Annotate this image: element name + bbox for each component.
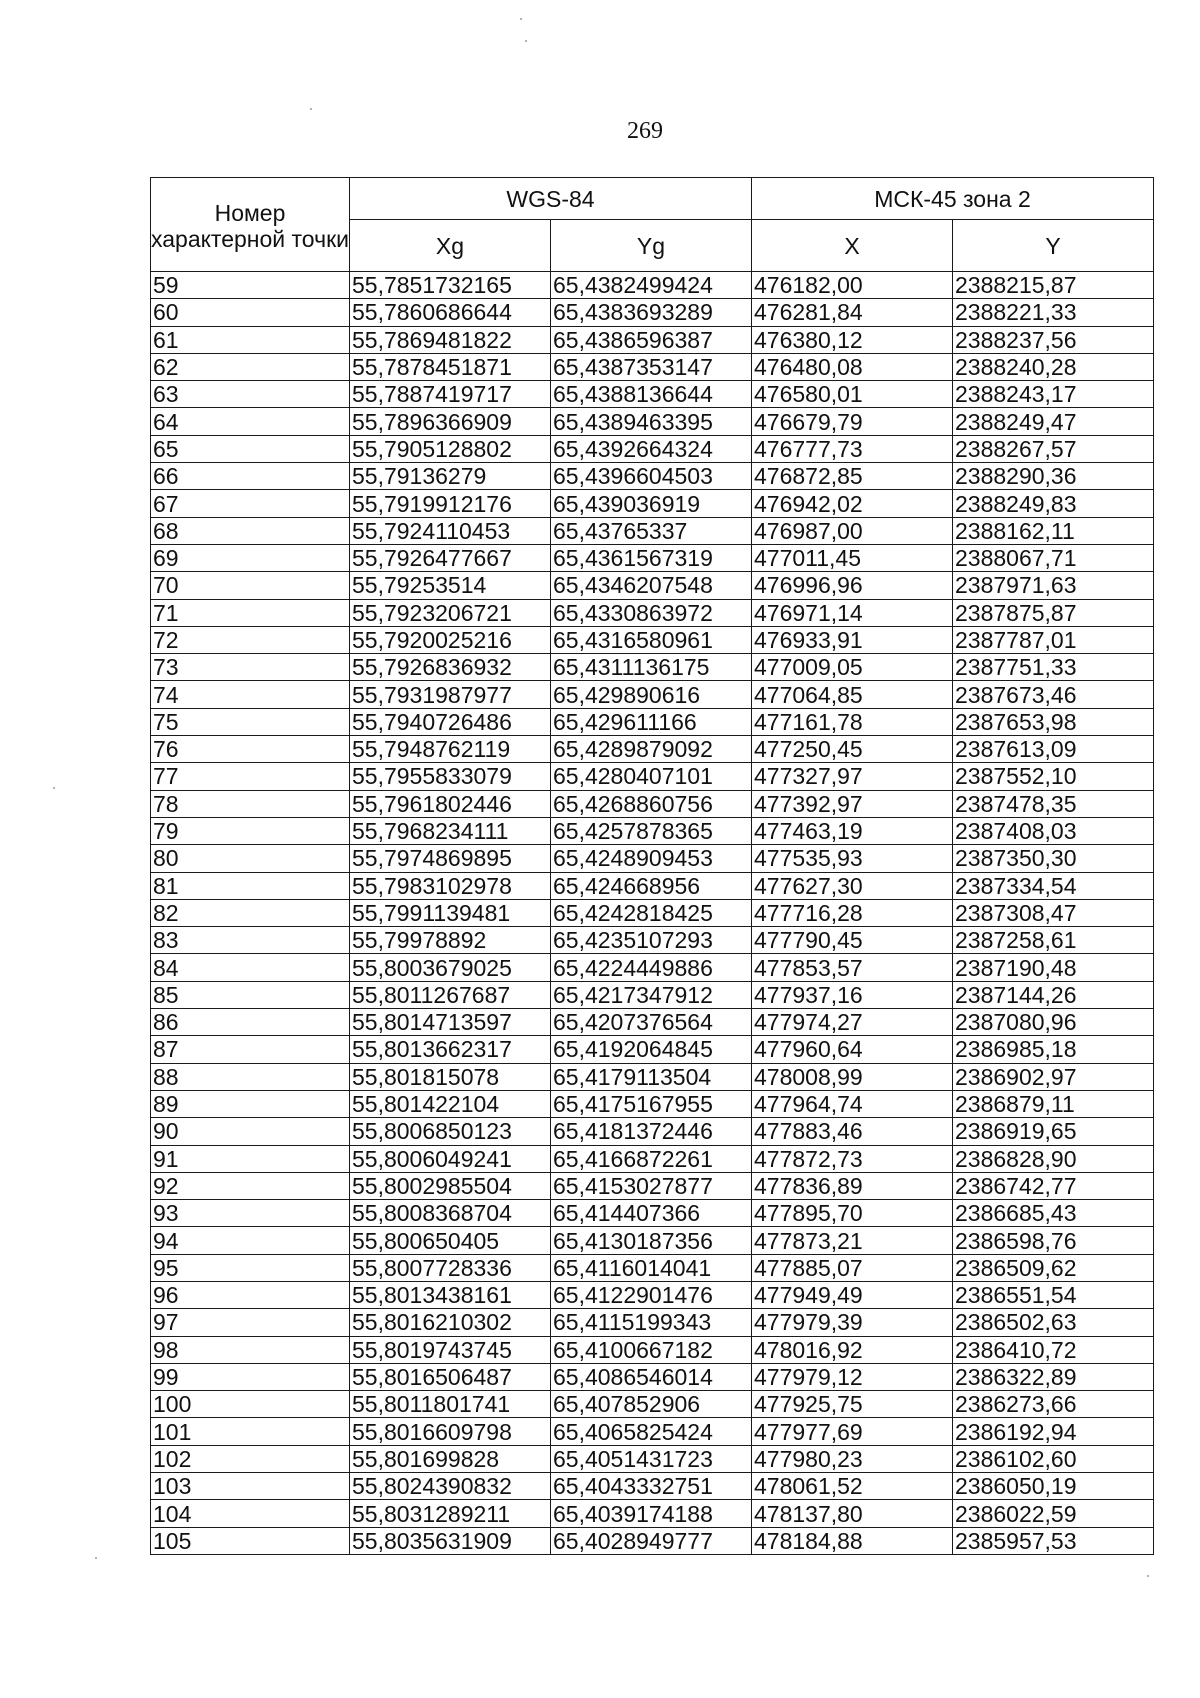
cell-y: 2386192,94 (953, 1418, 1154, 1445)
cell-xg: 55,8016506487 (350, 1363, 551, 1390)
table-row (151, 1391, 1154, 1418)
cell-y: 2388267,57 (953, 435, 1154, 462)
cell-x: 477009,05 (752, 654, 953, 681)
cell-xg: 55,8024390832 (350, 1473, 551, 1500)
cell-x: 477885,07 (752, 1254, 953, 1281)
cell-y: 2386902,97 (953, 1063, 1154, 1090)
cell-y: 2386742,77 (953, 1172, 1154, 1199)
cell-y: 2388237,56 (953, 326, 1154, 353)
cell-yg: 65,424668956 (551, 872, 752, 899)
cell-point-number: 105 (151, 1527, 350, 1554)
cell-point-number: 101 (151, 1418, 350, 1445)
cell-xg: 55,801699828 (350, 1445, 551, 1472)
cell-yg: 65,4028949777 (551, 1527, 752, 1554)
cell-point-number: 100 (151, 1391, 350, 1418)
cell-x: 478184,88 (752, 1527, 953, 1554)
cell-y: 2387080,96 (953, 1009, 1154, 1036)
cell-xg: 55,8006049241 (350, 1145, 551, 1172)
cell-xg: 55,7851732165 (350, 272, 551, 299)
table-row (151, 490, 1154, 517)
cell-y: 2388221,33 (953, 299, 1154, 326)
cell-y: 2387875,87 (953, 599, 1154, 626)
cell-xg: 55,7983102978 (350, 872, 551, 899)
cell-yg: 65,4383693289 (551, 299, 752, 326)
cell-xg: 55,8002985504 (350, 1172, 551, 1199)
cell-x: 476942,02 (752, 490, 953, 517)
cell-x: 476182,00 (752, 272, 953, 299)
cell-x: 477895,70 (752, 1200, 953, 1227)
cell-point-number: 71 (151, 599, 350, 626)
cell-x: 477463,19 (752, 817, 953, 844)
cell-y: 2386273,66 (953, 1391, 1154, 1418)
cell-x: 477937,16 (752, 981, 953, 1008)
cell-yg: 65,4175167955 (551, 1090, 752, 1117)
cell-x: 477964,74 (752, 1090, 953, 1117)
cell-point-number: 104 (151, 1500, 350, 1527)
cell-yg: 65,4224449886 (551, 954, 752, 981)
table-row (151, 1009, 1154, 1036)
table-row (151, 299, 1154, 326)
table-row (151, 872, 1154, 899)
cell-y: 2386685,43 (953, 1200, 1154, 1227)
cell-y: 2387613,09 (953, 736, 1154, 763)
scan-speck (525, 40, 527, 42)
cell-x: 476872,85 (752, 463, 953, 490)
cell-yg: 65,4392664324 (551, 435, 752, 462)
cell-yg: 65,4039174188 (551, 1500, 752, 1527)
cell-x: 476777,73 (752, 435, 953, 462)
cell-y: 2388067,71 (953, 544, 1154, 571)
cell-x: 477853,57 (752, 954, 953, 981)
cell-xg: 55,7974869895 (350, 845, 551, 872)
cell-x: 477161,78 (752, 708, 953, 735)
cell-x: 477925,75 (752, 1391, 953, 1418)
cell-x: 477535,93 (752, 845, 953, 872)
cell-x: 476933,91 (752, 626, 953, 653)
cell-point-number: 69 (151, 544, 350, 571)
cell-xg: 55,8011801741 (350, 1391, 551, 1418)
cell-x: 477980,23 (752, 1445, 953, 1472)
cell-yg: 65,4396604503 (551, 463, 752, 490)
cell-point-number: 83 (151, 927, 350, 954)
cell-point-number: 91 (151, 1145, 350, 1172)
cell-yg: 65,429611166 (551, 708, 752, 735)
cell-xg: 55,7991139481 (350, 899, 551, 926)
cell-xg: 55,8014713597 (350, 1009, 551, 1036)
cell-xg: 55,7955833079 (350, 763, 551, 790)
cell-yg: 65,4382499424 (551, 272, 752, 299)
cell-point-number: 65 (151, 435, 350, 462)
cell-y: 2386828,90 (953, 1145, 1154, 1172)
cell-xg: 55,7869481822 (350, 326, 551, 353)
cell-x: 476679,79 (752, 408, 953, 435)
cell-yg: 65,4051431723 (551, 1445, 752, 1472)
table-row (151, 1118, 1154, 1145)
cell-x: 477250,45 (752, 736, 953, 763)
scan-speck (520, 18, 522, 20)
page-number: 269 (627, 118, 663, 144)
cell-x: 477872,73 (752, 1145, 953, 1172)
cell-yg: 65,4179113504 (551, 1063, 752, 1090)
table-header (151, 178, 1154, 272)
table-row (151, 1145, 1154, 1172)
cell-point-number: 72 (151, 626, 350, 653)
table-row (151, 599, 1154, 626)
table-row (151, 1254, 1154, 1281)
cell-y: 2387653,98 (953, 708, 1154, 735)
table-row (151, 463, 1154, 490)
cell-point-number: 99 (151, 1363, 350, 1390)
cell-x: 477960,64 (752, 1036, 953, 1063)
cell-x: 478008,99 (752, 1063, 953, 1090)
cell-yg: 65,43765337 (551, 517, 752, 544)
cell-point-number: 73 (151, 654, 350, 681)
cell-point-number: 84 (151, 954, 350, 981)
cell-x: 477974,27 (752, 1009, 953, 1036)
cell-yg: 65,429890616 (551, 681, 752, 708)
cell-yg: 65,4242818425 (551, 899, 752, 926)
cell-y: 2386322,89 (953, 1363, 1154, 1390)
cell-y: 2386551,54 (953, 1281, 1154, 1308)
cell-yg: 65,4311136175 (551, 654, 752, 681)
cell-yg: 65,4387353147 (551, 353, 752, 380)
table-row (151, 1090, 1154, 1117)
cell-xg: 55,7931987977 (350, 681, 551, 708)
cell-x: 476281,84 (752, 299, 953, 326)
cell-yg: 65,4217347912 (551, 981, 752, 1008)
cell-x: 478137,80 (752, 1500, 953, 1527)
cell-y: 2387258,61 (953, 927, 1154, 954)
cell-y: 2387190,48 (953, 954, 1154, 981)
cell-x: 477627,30 (752, 872, 953, 899)
cell-x: 477011,45 (752, 544, 953, 571)
cell-point-number: 78 (151, 790, 350, 817)
cell-point-number: 60 (151, 299, 350, 326)
cell-yg: 65,4153027877 (551, 1172, 752, 1199)
cell-point-number: 70 (151, 572, 350, 599)
cell-y: 2386509,62 (953, 1254, 1154, 1281)
table-row (151, 1445, 1154, 1472)
cell-x: 476380,12 (752, 326, 953, 353)
cell-xg: 55,800650405 (350, 1227, 551, 1254)
cell-yg: 65,4280407101 (551, 763, 752, 790)
cell-x: 477836,89 (752, 1172, 953, 1199)
cell-xg: 55,8035631909 (350, 1527, 551, 1554)
table-row (151, 817, 1154, 844)
cell-x: 477873,21 (752, 1227, 953, 1254)
cell-xg: 55,7919912176 (350, 490, 551, 517)
cell-xg: 55,8013662317 (350, 1036, 551, 1063)
cell-yg: 65,4122901476 (551, 1281, 752, 1308)
cell-xg: 55,7961802446 (350, 790, 551, 817)
cell-x: 477979,12 (752, 1363, 953, 1390)
cell-yg: 65,4386596387 (551, 326, 752, 353)
cell-y: 2387308,47 (953, 899, 1154, 926)
table-row (151, 1473, 1154, 1500)
table-row (151, 790, 1154, 817)
cell-xg: 55,79136279 (350, 463, 551, 490)
header-wgs84: WGS-84 (350, 178, 752, 220)
cell-yg: 65,407852906 (551, 1391, 752, 1418)
table-row (151, 1281, 1154, 1308)
header-yg: Yg (551, 220, 752, 272)
table-row (151, 517, 1154, 544)
cell-yg: 65,4248909453 (551, 845, 752, 872)
cell-point-number: 76 (151, 736, 350, 763)
cell-point-number: 81 (151, 872, 350, 899)
cell-point-number: 75 (151, 708, 350, 735)
cell-point-number: 61 (151, 326, 350, 353)
table-row (151, 353, 1154, 380)
cell-yg: 65,4192064845 (551, 1036, 752, 1063)
cell-point-number: 87 (151, 1036, 350, 1063)
cell-xg: 55,801422104 (350, 1090, 551, 1117)
cell-x: 477977,69 (752, 1418, 953, 1445)
cell-y: 2386050,19 (953, 1473, 1154, 1500)
cell-point-number: 62 (151, 353, 350, 380)
cell-y: 2386598,76 (953, 1227, 1154, 1254)
cell-x: 478061,52 (752, 1473, 953, 1500)
cell-x: 476987,00 (752, 517, 953, 544)
table-row (151, 954, 1154, 981)
cell-xg: 55,8006850123 (350, 1118, 551, 1145)
table-row (151, 326, 1154, 353)
cell-x: 476996,96 (752, 572, 953, 599)
scan-speck (310, 108, 312, 110)
cell-xg: 55,7923206721 (350, 599, 551, 626)
cell-xg: 55,801815078 (350, 1063, 551, 1090)
cell-xg: 55,7905128802 (350, 435, 551, 462)
table-row (151, 1063, 1154, 1090)
table-row (151, 654, 1154, 681)
cell-y: 2386410,72 (953, 1336, 1154, 1363)
cell-point-number: 85 (151, 981, 350, 1008)
cell-point-number: 66 (151, 463, 350, 490)
cell-y: 2386502,63 (953, 1309, 1154, 1336)
cell-point-number: 67 (151, 490, 350, 517)
cell-yg: 65,4115199343 (551, 1309, 752, 1336)
cell-xg: 55,8016609798 (350, 1418, 551, 1445)
cell-yg: 65,4316580961 (551, 626, 752, 653)
table-row (151, 1200, 1154, 1227)
table-row (151, 572, 1154, 599)
cell-y: 2388290,36 (953, 463, 1154, 490)
scan-speck (1147, 1575, 1149, 1577)
cell-x: 477392,97 (752, 790, 953, 817)
cell-xg: 55,7878451871 (350, 353, 551, 380)
table-row (151, 1309, 1154, 1336)
cell-y: 2386102,60 (953, 1445, 1154, 1472)
cell-x: 478016,92 (752, 1336, 953, 1363)
cell-y: 2387673,46 (953, 681, 1154, 708)
cell-x: 477883,46 (752, 1118, 953, 1145)
scan-speck (53, 787, 55, 789)
header-y: Y (953, 220, 1154, 272)
cell-y: 2387787,01 (953, 626, 1154, 653)
cell-y: 2386879,11 (953, 1090, 1154, 1117)
cell-yg: 65,4116014041 (551, 1254, 752, 1281)
cell-y: 2387350,30 (953, 845, 1154, 872)
cell-point-number: 89 (151, 1090, 350, 1117)
header-msk45: МСК-45 зона 2 (752, 178, 1154, 220)
cell-y: 2388215,87 (953, 272, 1154, 299)
table-row (151, 1227, 1154, 1254)
cell-x: 476580,01 (752, 381, 953, 408)
table-row (151, 708, 1154, 735)
table-row (151, 1036, 1154, 1063)
cell-yg: 65,4043332751 (551, 1473, 752, 1500)
table-row (151, 408, 1154, 435)
table-row (151, 272, 1154, 299)
table-row (151, 899, 1154, 926)
cell-xg: 55,8016210302 (350, 1309, 551, 1336)
cell-point-number: 96 (151, 1281, 350, 1308)
cell-yg: 65,4181372446 (551, 1118, 752, 1145)
cell-xg: 55,7940726486 (350, 708, 551, 735)
cell-xg: 55,8011267687 (350, 981, 551, 1008)
table-row (151, 1336, 1154, 1363)
cell-xg: 55,79253514 (350, 572, 551, 599)
table-row (151, 544, 1154, 571)
table-row (151, 435, 1154, 462)
cell-y: 2388249,83 (953, 490, 1154, 517)
cell-yg: 65,4166872261 (551, 1145, 752, 1172)
cell-y: 2387478,35 (953, 790, 1154, 817)
table-row (151, 681, 1154, 708)
cell-xg: 55,7926477667 (350, 544, 551, 571)
cell-yg: 65,4130187356 (551, 1227, 752, 1254)
table-row (151, 763, 1154, 790)
cell-point-number: 79 (151, 817, 350, 844)
cell-xg: 55,7887419717 (350, 381, 551, 408)
cell-yg: 65,4330863972 (551, 599, 752, 626)
cell-xg: 55,8007728336 (350, 1254, 551, 1281)
cell-y: 2387751,33 (953, 654, 1154, 681)
cell-x: 477979,39 (752, 1309, 953, 1336)
cell-xg: 55,7968234111 (350, 817, 551, 844)
cell-x: 476971,14 (752, 599, 953, 626)
cell-xg: 55,8031289211 (350, 1500, 551, 1527)
header-xg: Xg (350, 220, 551, 272)
table-row (151, 626, 1154, 653)
table-row (151, 1500, 1154, 1527)
cell-y: 2386022,59 (953, 1500, 1154, 1527)
cell-xg: 55,8003679025 (350, 954, 551, 981)
scan-speck (95, 1557, 97, 1559)
cell-x: 477327,97 (752, 763, 953, 790)
cell-xg: 55,7924110453 (350, 517, 551, 544)
cell-xg: 55,8013438161 (350, 1281, 551, 1308)
cell-point-number: 93 (151, 1200, 350, 1227)
cell-yg: 65,4207376564 (551, 1009, 752, 1036)
table-row (151, 981, 1154, 1008)
coordinates-table (150, 177, 1154, 1555)
cell-point-number: 103 (151, 1473, 350, 1500)
cell-point-number: 77 (151, 763, 350, 790)
cell-y: 2385957,53 (953, 1527, 1154, 1554)
cell-y: 2387334,54 (953, 872, 1154, 899)
cell-xg: 55,7926836932 (350, 654, 551, 681)
table-body (151, 272, 1154, 1555)
cell-yg: 65,4388136644 (551, 381, 752, 408)
cell-xg: 55,7948762119 (350, 736, 551, 763)
cell-point-number: 90 (151, 1118, 350, 1145)
cell-yg: 65,4100667182 (551, 1336, 752, 1363)
cell-y: 2388249,47 (953, 408, 1154, 435)
cell-yg: 65,4235107293 (551, 927, 752, 954)
table-row (151, 845, 1154, 872)
cell-yg: 65,4065825424 (551, 1418, 752, 1445)
cell-yg: 65,4289879092 (551, 736, 752, 763)
table-row (151, 1418, 1154, 1445)
cell-yg: 65,4361567319 (551, 544, 752, 571)
cell-point-number: 59 (151, 272, 350, 299)
cell-point-number: 95 (151, 1254, 350, 1281)
cell-y: 2388243,17 (953, 381, 1154, 408)
table-row (151, 1363, 1154, 1390)
cell-point-number: 102 (151, 1445, 350, 1472)
cell-point-number: 68 (151, 517, 350, 544)
cell-y: 2386985,18 (953, 1036, 1154, 1063)
cell-x: 477064,85 (752, 681, 953, 708)
cell-point-number: 74 (151, 681, 350, 708)
header-x: X (752, 220, 953, 272)
table-row (151, 381, 1154, 408)
cell-point-number: 92 (151, 1172, 350, 1199)
table-row (151, 927, 1154, 954)
table-row (151, 1527, 1154, 1554)
table-row (151, 736, 1154, 763)
cell-xg: 55,7860686644 (350, 299, 551, 326)
cell-xg: 55,79978892 (350, 927, 551, 954)
cell-x: 477716,28 (752, 899, 953, 926)
cell-point-number: 63 (151, 381, 350, 408)
cell-yg: 65,4268860756 (551, 790, 752, 817)
cell-yg: 65,4346207548 (551, 572, 752, 599)
cell-yg: 65,4257878365 (551, 817, 752, 844)
cell-y: 2387552,10 (953, 763, 1154, 790)
cell-point-number: 98 (151, 1336, 350, 1363)
cell-y: 2387971,63 (953, 572, 1154, 599)
cell-point-number: 97 (151, 1309, 350, 1336)
cell-yg: 65,414407366 (551, 1200, 752, 1227)
cell-x: 476480,08 (752, 353, 953, 380)
cell-point-number: 82 (151, 899, 350, 926)
cell-point-number: 86 (151, 1009, 350, 1036)
cell-point-number: 88 (151, 1063, 350, 1090)
cell-yg: 65,4389463395 (551, 408, 752, 435)
cell-point-number: 94 (151, 1227, 350, 1254)
cell-yg: 65,4086546014 (551, 1363, 752, 1390)
cell-xg: 55,7920025216 (350, 626, 551, 653)
cell-xg: 55,7896366909 (350, 408, 551, 435)
header-point-number: Номер характерной точки (151, 178, 350, 272)
cell-point-number: 80 (151, 845, 350, 872)
cell-point-number: 64 (151, 408, 350, 435)
cell-y: 2387144,26 (953, 981, 1154, 1008)
cell-yg: 65,439036919 (551, 490, 752, 517)
cell-y: 2387408,03 (953, 817, 1154, 844)
cell-xg: 55,8008368704 (350, 1200, 551, 1227)
cell-y: 2386919,65 (953, 1118, 1154, 1145)
cell-xg: 55,8019743745 (350, 1336, 551, 1363)
table-row (151, 1172, 1154, 1199)
cell-x: 477790,45 (752, 927, 953, 954)
cell-x: 477949,49 (752, 1281, 953, 1308)
cell-y: 2388162,11 (953, 517, 1154, 544)
cell-y: 2388240,28 (953, 353, 1154, 380)
